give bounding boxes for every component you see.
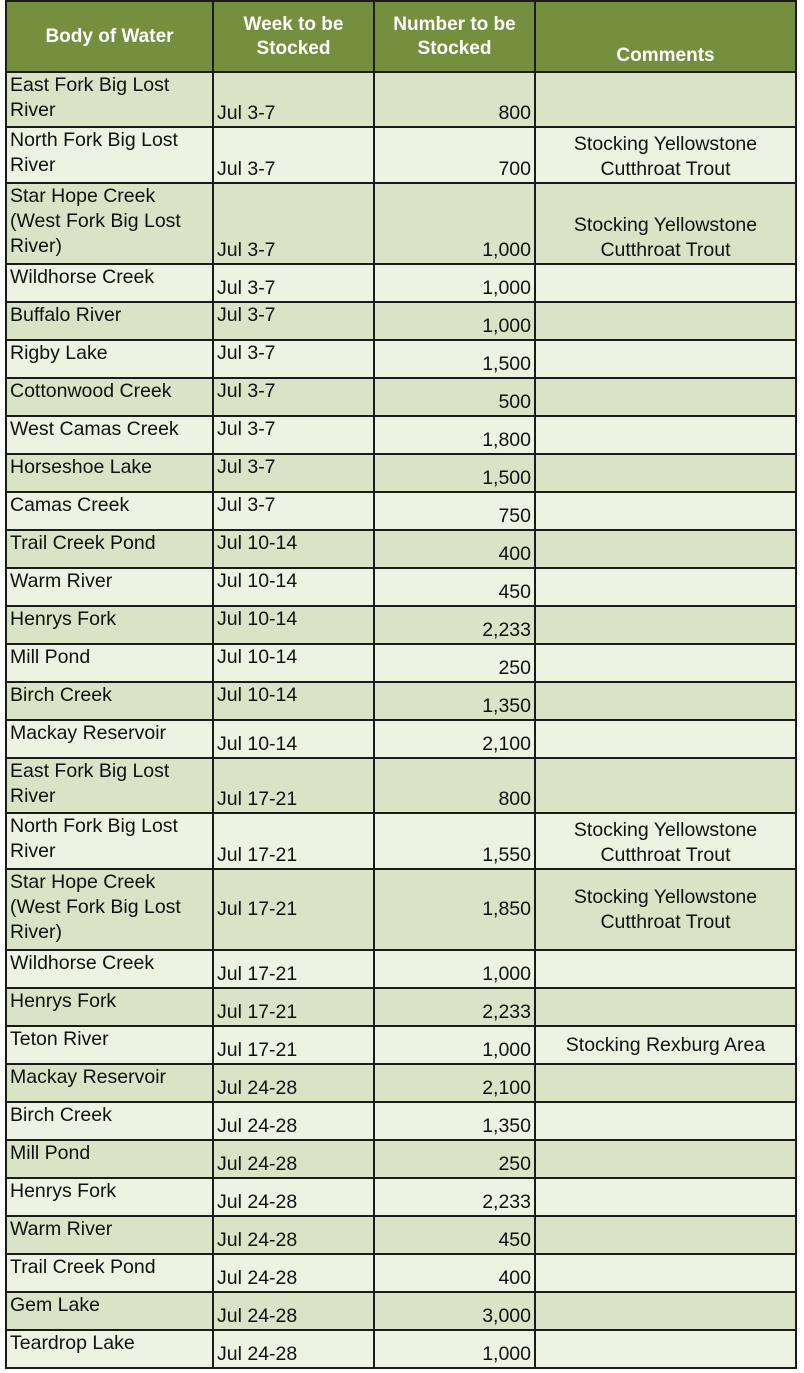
cell-week: Jul 10-14 — [213, 720, 374, 758]
cell-week: Jul 10-14 — [213, 606, 374, 644]
cell-week: Jul 24-28 — [213, 1254, 374, 1292]
table-row — [6, 183, 796, 264]
cell-body-of-water: Warm River — [6, 568, 213, 606]
cell-number: 450 — [374, 1216, 535, 1254]
cell-comment — [535, 1140, 796, 1178]
table-row — [6, 264, 796, 302]
cell-comment — [535, 1254, 796, 1292]
table-row — [6, 1254, 796, 1292]
cell-number: 2,100 — [374, 720, 535, 758]
cell-number: 1,000 — [374, 1026, 535, 1064]
cell-body-of-water: East Fork Big Lost River — [6, 758, 213, 813]
table-row — [6, 454, 796, 492]
cell-comment — [535, 1102, 796, 1140]
header-body-of-water: Body of Water — [6, 1, 213, 72]
cell-body-of-water: Wildhorse Creek — [6, 264, 213, 302]
table-row — [6, 869, 796, 950]
cell-body-of-water: Rigby Lake — [6, 340, 213, 378]
cell-number: 1,800 — [374, 416, 535, 454]
table-row — [6, 644, 796, 682]
cell-body-of-water: Star Hope Creek (West Fork Big Lost River) — [6, 869, 213, 950]
cell-comment — [535, 606, 796, 644]
cell-comment — [535, 492, 796, 530]
cell-comment — [535, 302, 796, 340]
cell-body-of-water: Cottonwood Creek — [6, 378, 213, 416]
cell-comment — [535, 340, 796, 378]
cell-comment — [535, 988, 796, 1026]
cell-comment — [535, 1330, 796, 1368]
cell-body-of-water: Warm River — [6, 1216, 213, 1254]
cell-number: 1,500 — [374, 340, 535, 378]
cell-number: 750 — [374, 492, 535, 530]
cell-body-of-water: Henrys Fork — [6, 1178, 213, 1216]
table-row — [6, 340, 796, 378]
cell-comment: Stocking Yellowstone Cutthroat Trout — [535, 813, 796, 869]
cell-week: Jul 10-14 — [213, 530, 374, 568]
table-row — [6, 568, 796, 606]
cell-comment — [535, 416, 796, 454]
cell-body-of-water: Birch Creek — [6, 1102, 213, 1140]
cell-week: Jul 3-7 — [213, 183, 374, 264]
table-row — [6, 1102, 796, 1140]
cell-week: Jul 3-7 — [213, 127, 374, 183]
cell-week: Jul 17-21 — [213, 869, 374, 950]
cell-week: Jul 17-21 — [213, 988, 374, 1026]
cell-number: 1,000 — [374, 950, 535, 988]
cell-body-of-water: West Camas Creek — [6, 416, 213, 454]
table-row — [6, 950, 796, 988]
table-row — [6, 72, 796, 127]
cell-number: 400 — [374, 530, 535, 568]
cell-number: 1,350 — [374, 682, 535, 720]
cell-body-of-water: Trail Creek Pond — [6, 1254, 213, 1292]
cell-comment — [535, 950, 796, 988]
table-body — [6, 72, 796, 1368]
cell-week: Jul 3-7 — [213, 378, 374, 416]
table-row — [6, 606, 796, 644]
cell-body-of-water: Wildhorse Creek — [6, 950, 213, 988]
cell-week: Jul 17-21 — [213, 1026, 374, 1064]
cell-comment — [535, 1064, 796, 1102]
cell-comment — [535, 530, 796, 568]
cell-number: 800 — [374, 72, 535, 127]
cell-week: Jul 24-28 — [213, 1292, 374, 1330]
table-row — [6, 302, 796, 340]
cell-comment — [535, 454, 796, 492]
cell-body-of-water: East Fork Big Lost River — [6, 72, 213, 127]
header-number: Number to be Stocked — [374, 1, 535, 72]
cell-number: 1,000 — [374, 302, 535, 340]
cell-week: Jul 3-7 — [213, 264, 374, 302]
cell-comment — [535, 378, 796, 416]
table-row — [6, 530, 796, 568]
cell-body-of-water: Henrys Fork — [6, 988, 213, 1026]
cell-week: Jul 3-7 — [213, 302, 374, 340]
cell-comment — [535, 72, 796, 127]
cell-week: Jul 17-21 — [213, 813, 374, 869]
cell-number: 1,850 — [374, 869, 535, 950]
cell-comment: Stocking Rexburg Area — [535, 1026, 796, 1064]
header-comments: Comments — [535, 1, 796, 72]
cell-comment: Stocking Yellowstone Cutthroat Trout — [535, 183, 796, 264]
table-row — [6, 1330, 796, 1368]
cell-body-of-water: Camas Creek — [6, 492, 213, 530]
cell-number: 1,350 — [374, 1102, 535, 1140]
table-row — [6, 1216, 796, 1254]
cell-number: 1,500 — [374, 454, 535, 492]
cell-body-of-water: Mackay Reservoir — [6, 720, 213, 758]
cell-number: 1,000 — [374, 264, 535, 302]
cell-number: 2,233 — [374, 1178, 535, 1216]
cell-week: Jul 24-28 — [213, 1064, 374, 1102]
cell-body-of-water: Gem Lake — [6, 1292, 213, 1330]
cell-number: 250 — [374, 644, 535, 682]
table-row — [6, 1292, 796, 1330]
cell-number: 2,100 — [374, 1064, 535, 1102]
cell-comment — [535, 1216, 796, 1254]
cell-comment — [535, 1292, 796, 1330]
cell-body-of-water: Teton River — [6, 1026, 213, 1064]
cell-number: 800 — [374, 758, 535, 813]
cell-number: 1,000 — [374, 1330, 535, 1368]
cell-week: Jul 3-7 — [213, 72, 374, 127]
table-row — [6, 127, 796, 183]
cell-comment — [535, 682, 796, 720]
cell-number: 2,233 — [374, 988, 535, 1026]
cell-comment — [535, 720, 796, 758]
cell-comment — [535, 264, 796, 302]
cell-body-of-water: Henrys Fork — [6, 606, 213, 644]
table-row — [6, 492, 796, 530]
cell-week: Jul 10-14 — [213, 682, 374, 720]
cell-body-of-water: Horseshoe Lake — [6, 454, 213, 492]
table-row — [6, 682, 796, 720]
table-row — [6, 1026, 796, 1064]
cell-body-of-water: Mill Pond — [6, 1140, 213, 1178]
cell-body-of-water: Star Hope Creek (West Fork Big Lost River) — [6, 183, 213, 264]
cell-week: Jul 24-28 — [213, 1102, 374, 1140]
table-row — [6, 1140, 796, 1178]
cell-week: Jul 3-7 — [213, 340, 374, 378]
table-row — [6, 988, 796, 1026]
cell-number: 1,550 — [374, 813, 535, 869]
table-row — [6, 378, 796, 416]
cell-body-of-water: North Fork Big Lost River — [6, 813, 213, 869]
cell-comment — [535, 758, 796, 813]
cell-week: Jul 24-28 — [213, 1140, 374, 1178]
cell-number: 500 — [374, 378, 535, 416]
cell-week: Jul 3-7 — [213, 454, 374, 492]
cell-comment — [535, 568, 796, 606]
header-row — [6, 1, 796, 72]
cell-body-of-water: Teardrop Lake — [6, 1330, 213, 1368]
cell-body-of-water: Mackay Reservoir — [6, 1064, 213, 1102]
cell-comment — [535, 1178, 796, 1216]
cell-week: Jul 3-7 — [213, 416, 374, 454]
table-row — [6, 416, 796, 454]
cell-week: Jul 24-28 — [213, 1330, 374, 1368]
cell-number: 450 — [374, 568, 535, 606]
cell-week: Jul 17-21 — [213, 950, 374, 988]
cell-week: Jul 24-28 — [213, 1178, 374, 1216]
table-row — [6, 758, 796, 813]
cell-number: 400 — [374, 1254, 535, 1292]
table-row — [6, 1064, 796, 1102]
cell-comment: Stocking Yellowstone Cutthroat Trout — [535, 869, 796, 950]
cell-comment — [535, 644, 796, 682]
table-row — [6, 1178, 796, 1216]
cell-body-of-water: Birch Creek — [6, 682, 213, 720]
cell-week: Jul 24-28 — [213, 1216, 374, 1254]
cell-week: Jul 10-14 — [213, 568, 374, 606]
cell-comment: Stocking Yellowstone Cutthroat Trout — [535, 127, 796, 183]
cell-body-of-water: Buffalo River — [6, 302, 213, 340]
cell-number: 1,000 — [374, 183, 535, 264]
cell-number: 3,000 — [374, 1292, 535, 1330]
cell-week: Jul 10-14 — [213, 644, 374, 682]
cell-week: Jul 3-7 — [213, 492, 374, 530]
cell-number: 250 — [374, 1140, 535, 1178]
stocking-table — [5, 0, 797, 1369]
cell-body-of-water: North Fork Big Lost River — [6, 127, 213, 183]
cell-number: 2,233 — [374, 606, 535, 644]
cell-body-of-water: Mill Pond — [6, 644, 213, 682]
table-row — [6, 813, 796, 869]
cell-week: Jul 17-21 — [213, 758, 374, 813]
cell-body-of-water: Trail Creek Pond — [6, 530, 213, 568]
table-row — [6, 720, 796, 758]
cell-number: 700 — [374, 127, 535, 183]
header-week: Week to be Stocked — [213, 1, 374, 72]
